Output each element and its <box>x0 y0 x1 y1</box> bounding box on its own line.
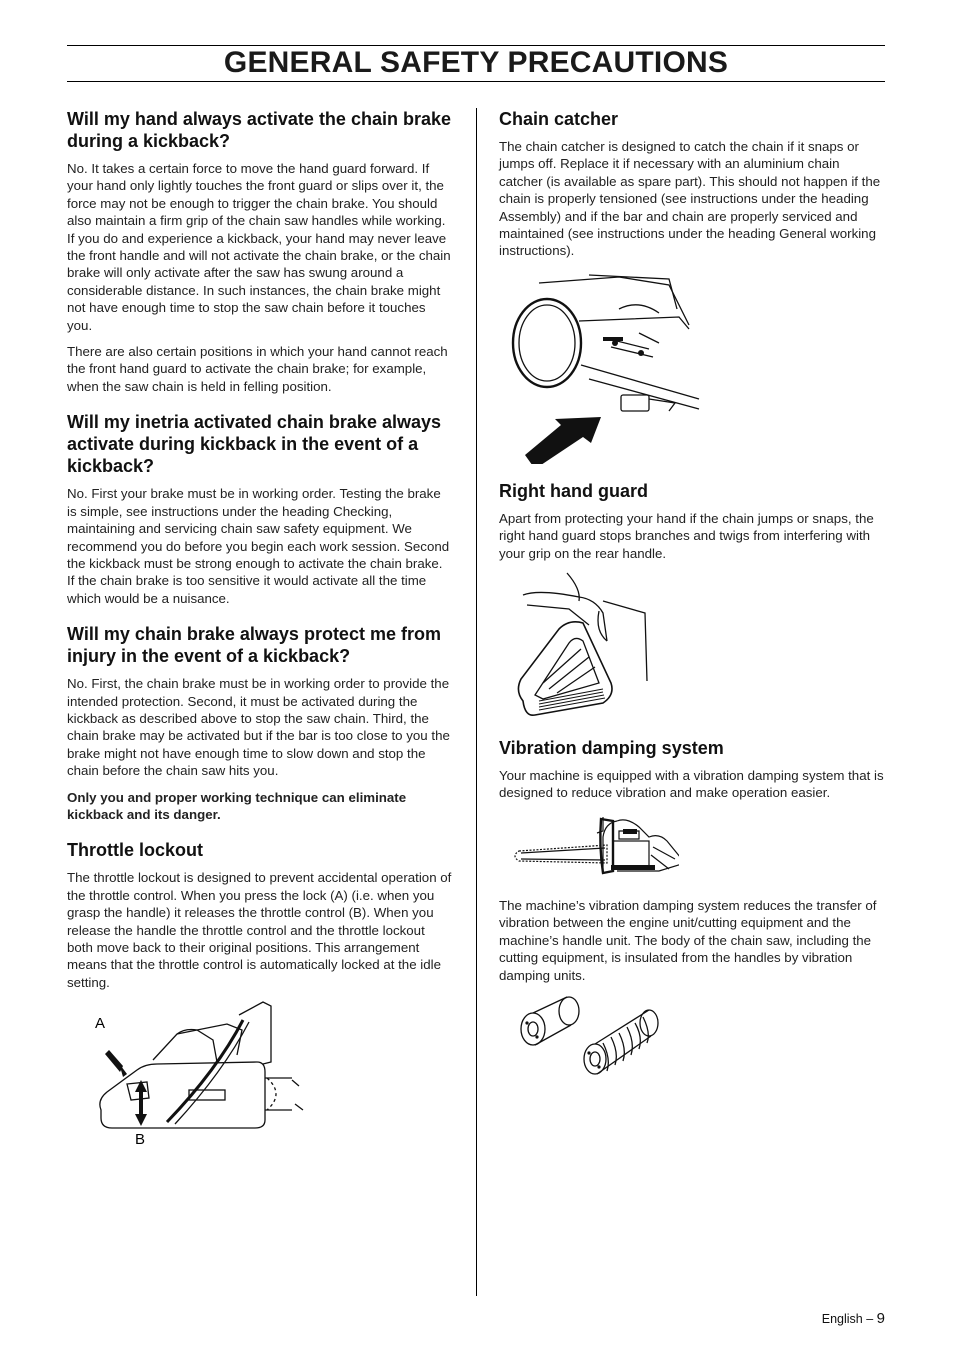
page-title: GENERAL SAFETY PRECAUTIONS <box>223 46 729 79</box>
paragraph: No. First your brake must be in working order. Testing the brake is simple, see instructions under the heading Checking, maintaining and servicing chain saw safety equipment. We recommend you do before you begin each work session. Second the kickback must be strong enough to activate the chain brake. If the chain brake is too sensitive it would activate all the time which would be a nuisance. <box>67 486 450 606</box>
section-chain-catcher <box>499 108 885 464</box>
section-heading: Chain catcher <box>499 109 619 129</box>
page-number: 9 <box>876 1310 885 1327</box>
paragraph: The machine’s vibration damping system reduces the transfer of vibration between the engine unit/cutting equipment and the machine’s handle unit. The body of the chain saw, including the cutting equipment, is insulated from the handles by vibration damping units. <box>499 897 877 983</box>
section-brake-protect <box>67 623 453 823</box>
footer-separator: – <box>866 1312 874 1326</box>
section-throttle-lockout <box>67 839 453 1150</box>
paragraph: Your machine is equipped with a vibration damping system that is designed to reduce vibration and make operation easier. <box>499 768 884 801</box>
section-heading: Throttle lockout <box>67 840 203 861</box>
section-heading: Will my hand always activate the chain brake during a kickback? <box>67 109 451 151</box>
section-heading: Vibration damping system <box>499 738 724 759</box>
section-heading: Right hand guard <box>499 480 648 501</box>
paragraph: Apart from protecting your hand if the chain jumps or snaps, the right hand guard stops branches and twigs from interfering with your grip on the rear handle. <box>499 510 874 561</box>
vibration-damping-units-illustration <box>499 993 669 1079</box>
left-column <box>67 108 453 1166</box>
figure-label-b: B <box>135 1131 146 1149</box>
figure-label-a: A <box>95 1015 106 1033</box>
section-hand-activate <box>67 108 453 395</box>
paragraph: The throttle lockout is designed to prevent accidental operation of the throttle control. When you press the lock (A) (i.e. when you grasp the handle) it releases the throttle control (B). When you release the handle the throttle control and the throttle lockout both move back to their original positions. This arrangement means that the throttle control is automatically locked at the idle setting. <box>67 870 452 990</box>
header-bottom-rule <box>67 81 885 82</box>
bold-note: Only you and proper working technique can eliminate kickback and its danger. <box>67 789 407 822</box>
right-column <box>499 108 885 1095</box>
page-footer <box>822 1310 885 1327</box>
paragraph: No. It takes a certain force to move the hand guard forward. If your hand only lightly touches the front guard or slips over it, the force may not be enough to trigger the chain brake. You should also maintain a firm grip of the chain saw handles while working. If you do and experience a kickback, your hand may never leave the front handle and will not activate the chain brake, or the chain brake will only activate after the saw has swung around a considerable distance. In such instances, the chain brake might not have enough time to stop the saw chain before it touches you. <box>67 161 451 333</box>
paragraph: No. First, the chain brake must be in working order to provide the intended protection. Second, it must be activated during the kickback as described above to stop the saw chain. Third, the chain brake may be activated but if the bar is too close to you the brake might not have enough time to slow down and stop the chain before the chain saw hits you. <box>67 676 450 779</box>
section-vibration-damping <box>499 737 885 1079</box>
section-right-hand-guard <box>499 480 885 721</box>
paragraph: The chain catcher is designed to catch the chain if it snaps or jumps off. Replace it if necessary with an aluminium chain catcher (is available as spare part). This should not happen if the chain is properly tensioned (see instructions under the heading Assembly) and if the bar and chain are properly serviced and maintained (see instructions under the heading General working instructions). <box>499 139 881 259</box>
footer-language: English <box>821 1312 863 1326</box>
column-divider <box>476 108 477 1296</box>
section-heading: Will my inetria activated chain brake always activate during kickback in the event of a kickback? <box>67 412 442 477</box>
section-inertia-brake <box>67 411 453 607</box>
right-hand-guard-illustration <box>499 571 669 721</box>
chain-catcher-illustration <box>499 269 709 464</box>
chain-saw-side-illustration <box>499 811 679 883</box>
paragraph: There are also certain positions in which your hand cannot reach the front hand guard to activate the chain brake; for example, when the saw chain is held in felling position. <box>67 344 448 394</box>
section-heading: Will my chain brake always protect me from injury in the event of a kickback? <box>67 624 441 667</box>
throttle-lockout-illustration <box>67 1000 307 1150</box>
